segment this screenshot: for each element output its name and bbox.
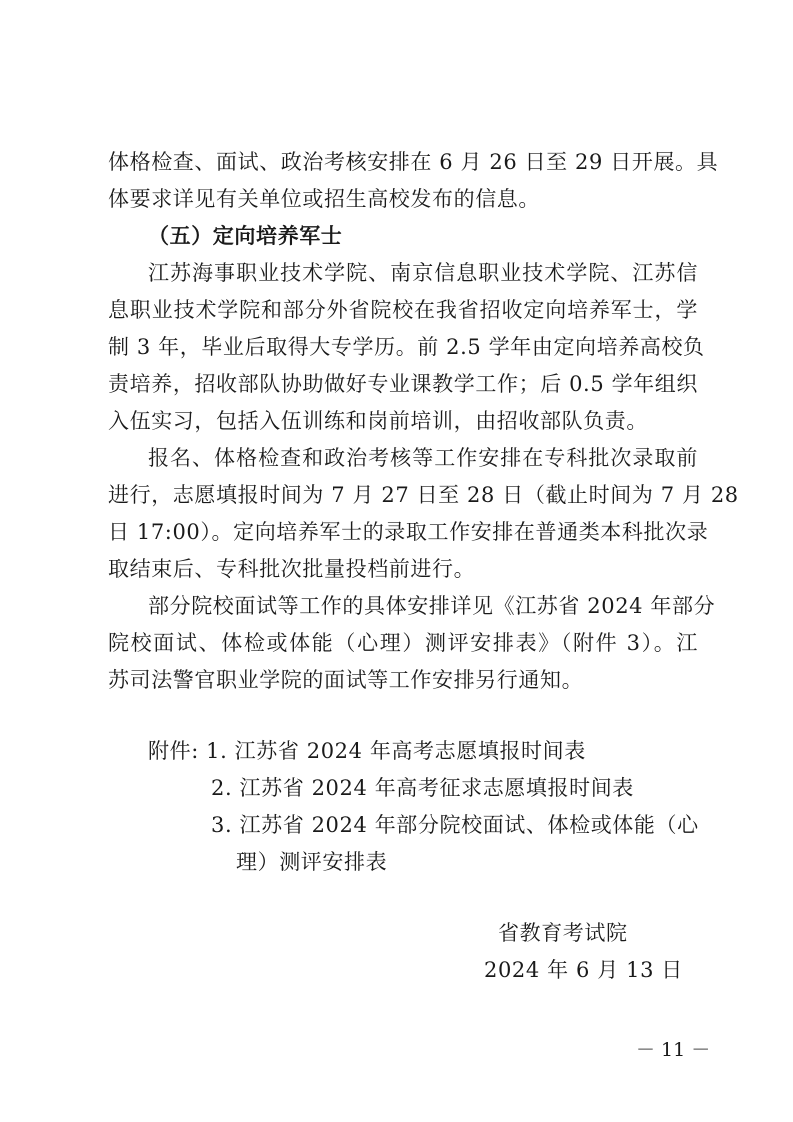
paragraph-line: 息职业技术学院和部分外省院校在我省招收定向培养军士，学 [108, 298, 698, 322]
paragraph-line: 责培养，招收部队协助做好专业课教学工作；后 0.5 学年组织 [108, 372, 698, 396]
issue-date: 2024 年 6 月 13 日 [484, 958, 683, 982]
issuing-organization: 省教育考试院 [498, 921, 628, 945]
paragraph-line: 制 3 年，毕业后取得大专学历。前 2.5 学年由定向培养高校负 [108, 335, 705, 359]
attachment-item-continuation: 理）测评安排表 [236, 850, 388, 874]
paragraph-line: 进行，志愿填报时间为 7 月 27 日至 28 日（截止时间为 7 月 28 [108, 483, 739, 507]
paragraph-line: 体格检查、面试、政治考核安排在 6 月 26 日至 29 日开展。具 [108, 150, 719, 174]
paragraph-line: 部分院校面试等工作的具体安排详见《江苏省 2024 年部分 [148, 594, 716, 618]
paragraph-line: 入伍实习，包括入伍训练和岗前培训，由招收部队负责。 [108, 409, 648, 433]
paragraph-line: 体要求详见有关单位或招生高校发布的信息。 [108, 187, 540, 211]
attachment-item: 2. 江苏省 2024 年高考征求志愿填报时间表 [211, 776, 634, 800]
attachment-item: 附件: 1. 江苏省 2024 年高考志愿填报时间表 [148, 739, 586, 763]
page-number: － 11 － [636, 1039, 711, 1061]
section-heading: （五）定向培养军士 [148, 223, 343, 248]
paragraph-line: 报名、体格检查和政治考核等工作安排在专科批次录取前 [148, 446, 698, 470]
paragraph-line: 江苏海事职业技术学院、南京信息职业技术学院、江苏信 [148, 261, 698, 285]
paragraph-line: 苏司法警官职业学院的面试等工作安排另行通知。 [108, 668, 584, 692]
paragraph-line: 日 17:00）。定向培养军士的录取工作安排在普通类本科批次录 [108, 520, 709, 544]
attachment-item: 3. 江苏省 2024 年部分院校面试、体检或体能（心 [211, 813, 699, 837]
paragraph-line: 院校面试、体检或体能（心理）测评安排表》（附件 3）。江 [108, 631, 698, 655]
paragraph-line: 取结束后、专科批次批量投档前进行。 [108, 557, 476, 581]
